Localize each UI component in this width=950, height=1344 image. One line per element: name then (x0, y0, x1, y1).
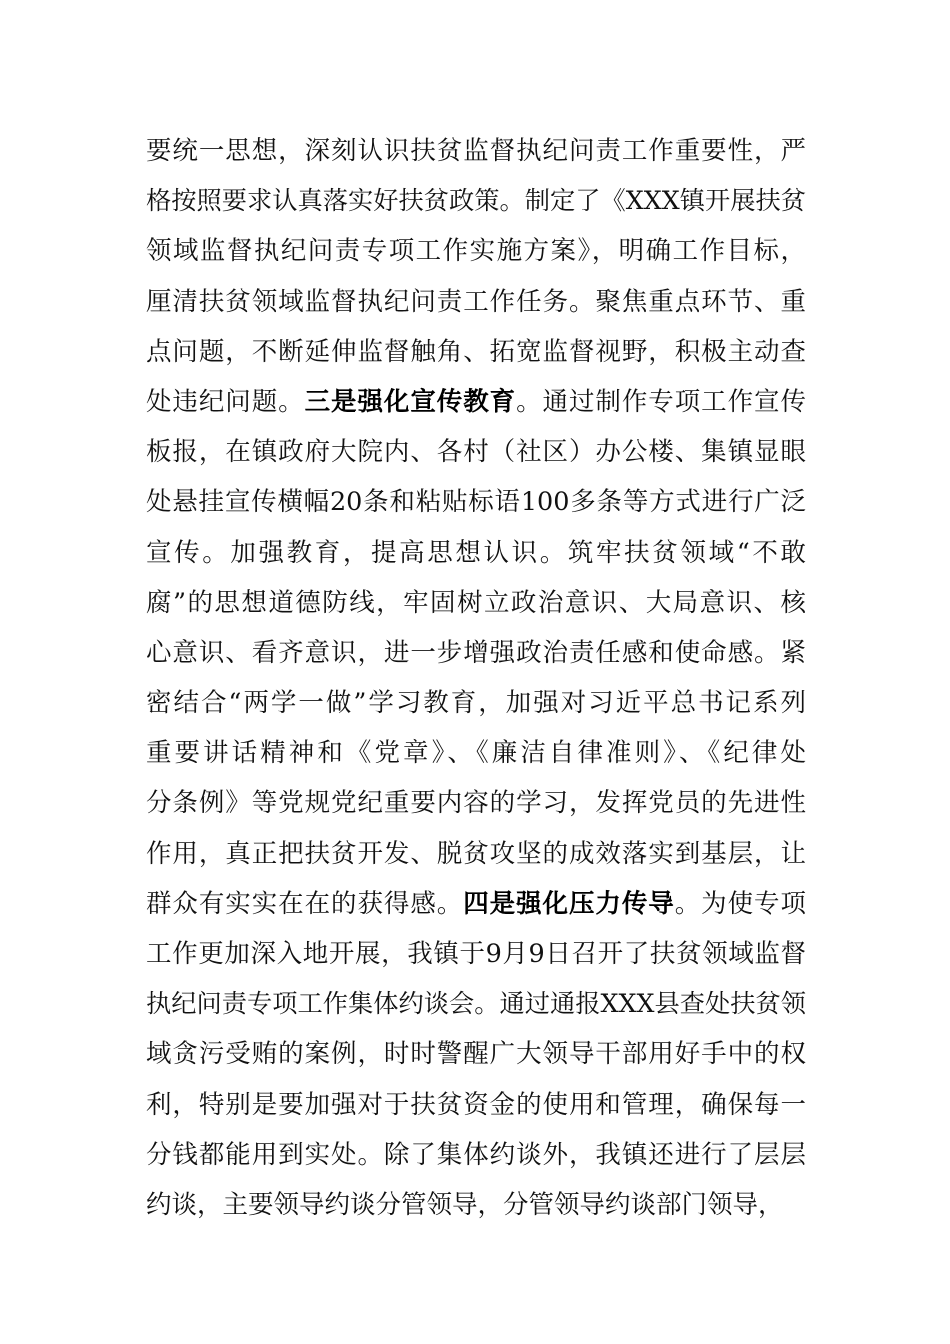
text-run: 腐”的思想道德防线，牢固树立政治意识、大局意识、核 (146, 587, 806, 618)
text-run: 要统一思想，深刻认识扶贫监督执纪问责工作重要性，严 (146, 136, 806, 166)
text-line (146, 578, 806, 628)
text-run: 领域监督执纪问责专项工作实施方案》，明确工作目标， (146, 236, 806, 267)
emphasis-heading: 四是强化压力传导 (463, 888, 675, 919)
text-run: 约谈，主要领导约谈分管领导，分管领导约谈部门领导， (146, 1189, 784, 1220)
text-line (146, 176, 806, 226)
text-line (146, 427, 806, 477)
text-run: 处悬挂宣传横幅20条和粘贴标语100多条等方式进行广泛 (146, 487, 806, 518)
text-run: 处违纪问题。 (146, 386, 305, 417)
text-run: 执纪问责专项工作集体约谈会。通过通报XXX县查处扶贫领 (146, 989, 806, 1019)
emphasis-heading: 三是强化宣传教育 (304, 386, 517, 417)
body-text (146, 126, 806, 1230)
text-line (146, 979, 806, 1029)
text-run: 点问题，不断延伸监督触角、拓宽监督视野，积极主动查 (146, 336, 806, 367)
text-run: 。为使专项 (674, 888, 806, 919)
text-run: 群众有实实在在的获得感。 (146, 888, 464, 919)
text-line (146, 778, 806, 828)
text-run: 心意识、看齐意识，进一步增强政治责任感和使命感。紧 (146, 637, 806, 668)
text-run: 域贪污受贿的案例，时时警醒广大领导干部用好手中的权 (146, 1039, 806, 1070)
text-run: 工作更加深入地开展，我镇于9月9日召开了扶贫领域监督 (146, 939, 806, 969)
text-line (146, 628, 806, 678)
text-line (146, 728, 806, 778)
text-run: 宣传。加强教育，提高思想认识。筑牢扶贫领域“不敢 (146, 537, 806, 568)
text-run: 重要讲话精神和《党章》、《廉洁自律准则》、《纪律处 (146, 738, 806, 769)
text-run: 板报，在镇政府大院内、各村（社区）办公楼、集镇显眼 (146, 437, 806, 468)
text-run: 格按照要求认真落实好扶贫政策。制定了《XXX镇开展扶贫 (146, 186, 806, 216)
text-run: 分钱都能用到实处。除了集体约谈外，我镇还进行了层层 (146, 1139, 806, 1170)
text-line (146, 377, 806, 427)
text-line (146, 929, 806, 979)
text-line (146, 528, 806, 578)
text-line (146, 1180, 806, 1230)
text-line (146, 1130, 806, 1180)
text-run: 分条例》等党规党纪重要内容的学习，发挥党员的先进性 (146, 788, 806, 819)
text-line (146, 829, 806, 879)
text-line (146, 1080, 806, 1130)
text-line (146, 678, 806, 728)
text-line (146, 277, 806, 327)
text-line (146, 879, 806, 929)
text-line (146, 477, 806, 527)
text-run: 厘清扶贫领域监督执纪问责工作任务。聚焦重点环节、重 (146, 286, 806, 317)
text-line (146, 226, 806, 276)
text-run: 利，特别是要加强对于扶贫资金的使用和管理，确保每一 (146, 1089, 806, 1120)
text-line (146, 327, 806, 377)
text-run: 。通过制作专项工作宣传 (516, 386, 806, 417)
text-line (146, 126, 806, 176)
text-run: 密结合“两学一做”学习教育，加强对习近平总书记系列 (146, 688, 806, 719)
text-run: 作用，真正把扶贫开发、脱贫攻坚的成效落实到基层，让 (146, 838, 806, 869)
text-line (146, 1029, 806, 1079)
